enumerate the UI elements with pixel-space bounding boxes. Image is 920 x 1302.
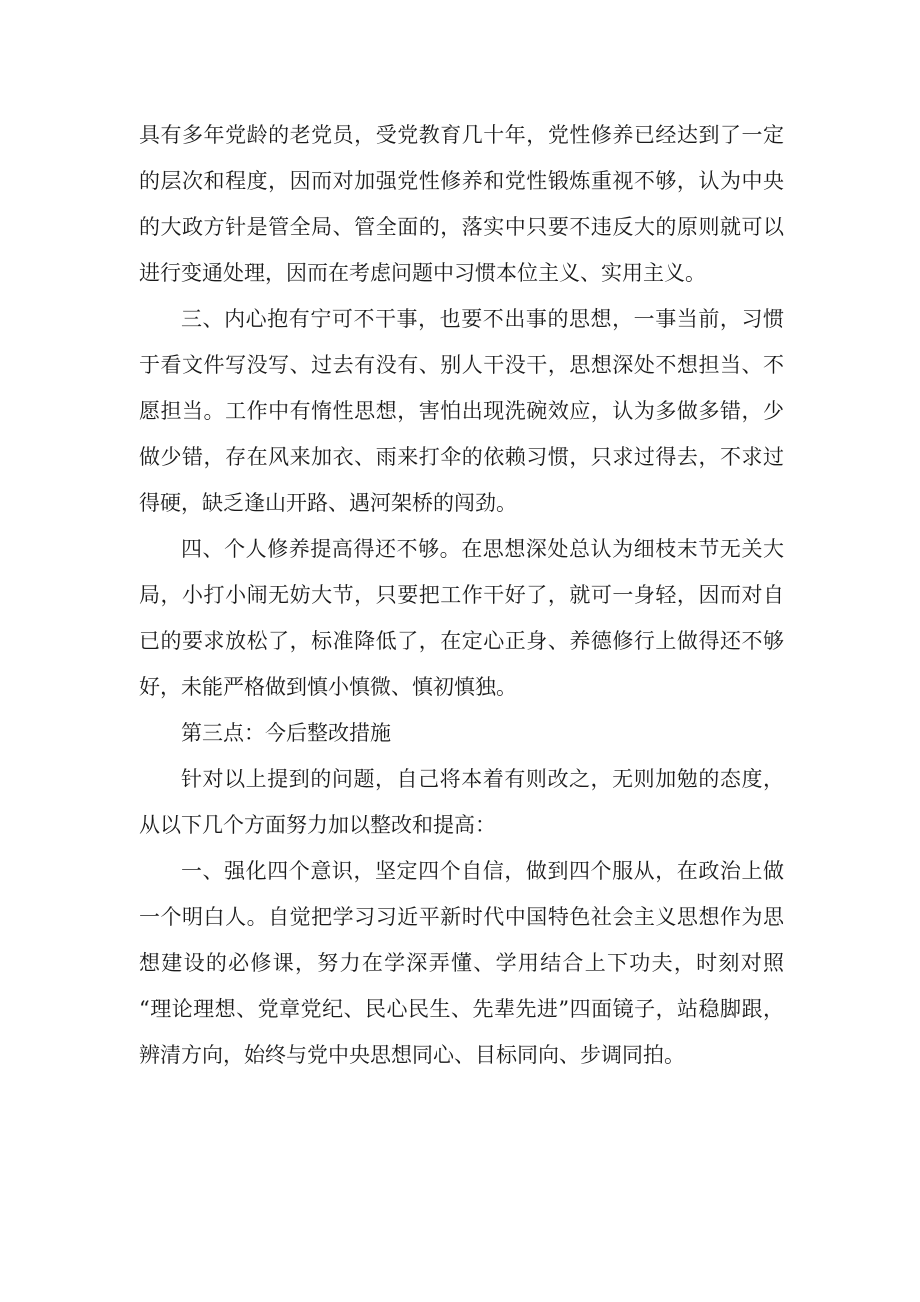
section-heading: 第三点：今后整改措施 bbox=[181, 721, 391, 745]
paragraph-line: 已的要求放松了，标准降低了，在定心正身、养德修行上做得还不够 bbox=[139, 629, 784, 653]
paragraph-line: 于看文件写没写、过去有没有、别人干没干，思想深处不想担当、不 bbox=[139, 353, 784, 377]
paragraph-line: 从以下几个方面努力加以整改和提高： bbox=[139, 813, 496, 837]
document-body bbox=[139, 112, 784, 1078]
paragraph-line: 三、内心抱有宁可不干事，也要不出事的思想，一事当前，习惯 bbox=[181, 307, 784, 331]
paragraph-line: 四、个人修养提高得还不够。在思想深处总认为细枝末节无关大 bbox=[181, 537, 784, 561]
paragraph-line: 做少错，存在风来加衣、雨来打伞的依赖习惯，只求过得去，不求过 bbox=[139, 445, 784, 469]
paragraph-line: 局，小打小闹无妨大节，只要把工作干好了，就可一身轻，因而对自 bbox=[139, 583, 784, 607]
paragraph-line: 得硬，缺乏逢山开路、遇河架桥的闯劲。 bbox=[139, 491, 517, 515]
paragraph-line: 好，未能严格做到慎小慎微、慎初慎独。 bbox=[139, 675, 517, 699]
paragraph-line: 愿担当。工作中有惰性思想，害怕出现洗碗效应，认为多做多错，少 bbox=[139, 399, 784, 423]
paragraph-line: 一个明白人。自觉把学习习近平新时代中国特色社会主义思想作为思 bbox=[139, 905, 784, 929]
paragraph-line: 的层次和程度，因而对加强党性修养和党性锻炼重视不够，认为中央 bbox=[139, 169, 784, 193]
paragraph-line: 辨清方向，始终与党中央思想同心、目标同向、步调同拍。 bbox=[139, 1043, 685, 1067]
paragraph-line: 的大政方针是管全局、管全面的，落实中只要不违反大的原则就可以 bbox=[139, 215, 784, 239]
paragraph-line: 针对以上提到的问题，自己将本着有则改之，无则加勉的态度， bbox=[181, 767, 784, 791]
paragraph-line: 进行变通处理，因而在考虑问题中习惯本位主义、实用主义。 bbox=[139, 261, 706, 285]
paragraph-line: 一、强化四个意识，坚定四个自信，做到四个服从，在政治上做 bbox=[181, 859, 784, 883]
paragraph-line: 想建设的必修课，努力在学深弄懂、学用结合上下功夫，时刻对照 bbox=[139, 951, 784, 975]
paragraph-line: “理论理想、党章党纪、民心民生、先辈先进”四面镜子，站稳脚跟， bbox=[139, 997, 784, 1021]
paragraph-line: 具有多年党龄的老党员，受党教育几十年，党性修养已经达到了一定 bbox=[139, 123, 784, 147]
